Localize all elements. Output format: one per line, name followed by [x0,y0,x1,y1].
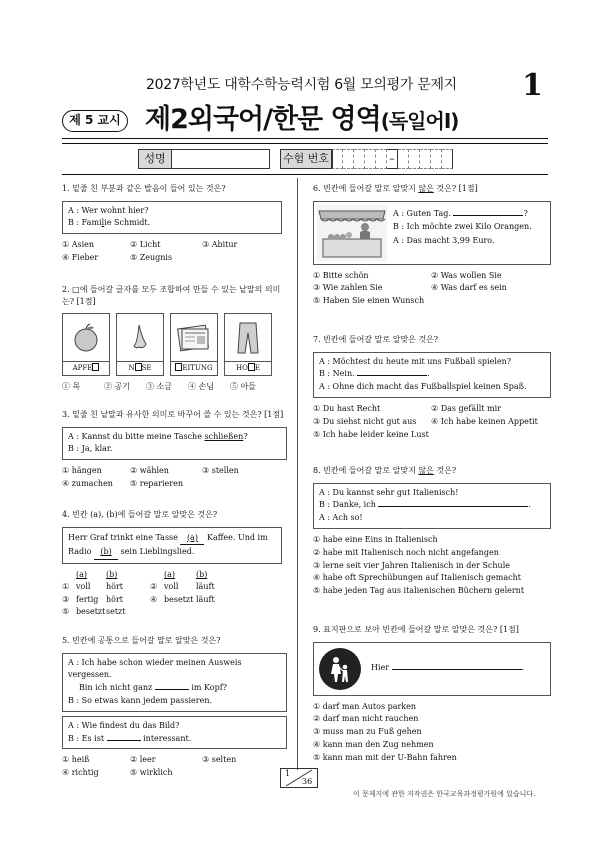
sign-box [313,642,551,696]
option[interactable]: ⑤ wirklich [130,768,173,778]
dialogue-line: B : Ja, klar. [68,444,113,454]
option[interactable]: ④ Ich habe keinen Appetit [431,416,538,426]
dialogue-line [393,207,532,221]
option[interactable]: ④ Was darf es sein [431,283,507,293]
market-stall-image [317,205,387,261]
options [62,381,287,394]
option[interactable]: ② darf man nicht rauchen [313,714,419,724]
text: . [528,500,531,510]
dialogue-line: A : Möchtest du heute mit uns Fußball spielen? [319,356,512,366]
question-title: 4. 빈칸 (a), (b)에 들어갈 말로 알맞은 것은? [62,510,218,519]
option-num[interactable]: ⑤ [62,606,70,616]
option-num[interactable]: ② [150,582,158,592]
option[interactable]: ② Das gefällt mir [431,403,501,413]
option[interactable]: ① Bitte schön [313,270,369,280]
exam-number-cell[interactable] [343,149,354,169]
text: A : Guten Tag. [393,208,454,218]
dialogue-line: A : Ohne dich macht das Fußballspiel keinen Spaß. [319,382,527,392]
question-title: 7. 빈칸에 들어갈 말로 알맞은 것은? [313,335,439,344]
option[interactable]: ② habe mit Italienisch noch nicht angefangen [313,547,499,557]
question-7 [313,334,551,441]
underlined-text: 않은 [418,184,434,193]
subject-main: 제2외국어/한문 영역 [145,104,381,135]
text: 6. 빈칸에 들어갈 말로 알맞지 [313,184,419,193]
dialogue-box [313,483,551,529]
picture-card [62,313,110,376]
exam-number-cell[interactable] [431,149,442,169]
passage-box [62,527,282,564]
blank-square [135,363,142,371]
option[interactable]: ⑤ reparieren [130,478,183,488]
underlined-text: 않은 [418,466,434,475]
text: B : Fami [68,218,102,228]
dialogue-line: A : Wer wohnt hier? [68,205,149,215]
option-num[interactable]: ① [62,582,70,592]
underlined-text: l [101,218,105,228]
dialogue-box [62,716,287,750]
option-cell: besetzt [76,606,106,616]
option[interactable]: ② 공기 [104,382,130,392]
dialogue-line [68,733,281,746]
question-title: 1. 밑줄 친 부분과 같은 발음이 들어 있는 것은? [62,184,226,193]
dialogue-line: A : Ich habe schon wieder meinen Ausweis vergessen. [68,657,242,680]
dialogue-box [313,201,551,265]
exam-number-cell[interactable] [420,149,431,169]
pedestrian-sign-icon [319,648,361,690]
question-title: 5. 빈칸에 공통으로 들어갈 말로 알맞은 것은? [62,636,221,645]
answer-table [62,569,282,619]
option[interactable]: ⑤ Zeugnis [130,252,173,262]
subject-title [145,102,458,138]
blank [378,506,528,507]
option[interactable]: ④ habe oft Sprechübungen auf Italienisch gemacht [313,573,521,583]
option-num[interactable]: ③ [62,594,70,604]
option-cell: läuft [196,594,215,604]
options [313,534,551,598]
options [313,403,551,441]
dialogue-line [319,499,545,512]
option[interactable]: ⑤ Haben Sie einen Wunsch [313,296,425,306]
exam-number-cell[interactable] [442,149,453,169]
question-1 [62,183,282,265]
option-num[interactable]: ④ [150,594,158,604]
question-2 [62,284,287,394]
subject-sub: (독일어Ⅰ) [380,109,459,133]
option[interactable]: ④ 손님 [188,382,214,392]
text: 것은? [1점] [433,184,478,193]
name-field[interactable] [172,149,270,169]
column-header: (b) [106,569,118,579]
option[interactable]: ② Licht [130,240,161,250]
word-label [63,362,109,375]
question-8 [313,465,551,598]
exam-number-cell[interactable] [398,149,409,169]
option[interactable]: ③ lerne seit vier Jahren Italienisch in der Schule [313,560,511,570]
option[interactable]: ④ kann man den Zug nehmen [313,739,434,749]
dialogue-line: A : Wie findest du das Bild? [68,720,180,730]
option[interactable]: ① heiß [62,755,90,765]
picture-card [224,313,272,376]
option-cell: hört [106,582,124,592]
exam-title: 2027학년도 대학수학능력시험 6월 모의평가 문제지 [146,77,457,93]
sign-sentence [371,662,524,675]
dialogue-line: A : Das macht 3,99 Euro. [393,235,495,245]
word-label [117,362,163,375]
dialogue-box [62,201,282,235]
option[interactable]: ① Asien [62,240,95,250]
page-number: 1 [522,68,543,103]
option[interactable]: ① hängen [62,466,102,476]
blank-b: (b) [94,545,118,560]
dialogue-text [393,205,532,261]
text: N [128,364,135,373]
apple-image [63,314,109,362]
option-cell: voll [76,582,91,592]
option[interactable]: ⑤ kann man mit der U-Bahn fahren [313,752,457,762]
picture-card [116,313,164,376]
dialogue-line [68,682,281,695]
option[interactable]: ③ Wie zahlen Sie [313,283,383,293]
exam-number-cell[interactable] [332,149,343,169]
question-title [313,465,551,477]
exam-number-cell[interactable] [354,149,365,169]
question-title: 3. 밑줄 친 낱말과 유사한 의미로 바꾸어 쓸 수 있는 것은? [1점] [62,410,284,419]
text: 것은? [433,466,457,475]
trousers-image [225,314,271,362]
picture-row [62,313,287,376]
exam-number-cell[interactable] [365,149,376,169]
option[interactable]: ② Was wollen Sie [431,270,502,280]
question-title: 2. □에 들어갈 글자를 모두 조합하여 만들 수 있는 낱말의 의미는? [1점] [62,285,281,306]
blank [107,740,141,741]
blank [155,689,189,690]
question-5 [62,635,287,780]
name-label: 성명 [138,149,172,169]
option[interactable]: ⑤ 아들 [230,382,256,392]
blank [453,215,523,216]
text: Kaffee. Und im Radio [68,532,268,557]
text: Hier [371,663,392,673]
text: SE [141,364,152,373]
option[interactable]: ④ richtig [62,768,99,778]
dialogue-box [62,653,287,712]
text: A : Kannst du bitte meine Tasche [68,431,205,441]
option[interactable]: ② wählen [130,466,169,476]
option[interactable]: ① Du hast Recht [313,403,381,413]
text: EITUNG [182,364,213,373]
exam-number-cell[interactable] [409,149,420,169]
text: APFE [72,364,93,373]
option-cell: setzt [106,606,126,616]
blank [357,375,427,376]
options [62,754,287,780]
period-badge: 제 5 교시 [62,110,128,132]
newspaper-image [171,314,217,362]
question-6 [313,183,551,308]
id-row-rule [62,174,548,175]
option[interactable]: ① darf man Autos parken [313,701,417,711]
dialogue-line: A : Du kannst sehr gut Italienisch! [319,487,459,497]
dialogue-line [68,217,276,230]
text: im Kopf? [188,683,227,693]
text: sein Lieblingslied. [118,547,195,557]
option[interactable]: ⑤ habe jeden Tag aus italienischen Büchern gelernt [313,586,525,596]
option[interactable]: ③ Abitur [202,240,238,250]
blank-a: (a) [180,531,204,546]
option[interactable]: ① 목 [62,382,81,392]
question-title: 9. 표지판으로 보아 빈칸에 들어갈 말로 알맞은 것은? [1점] [313,625,519,634]
header-rule-top [62,138,548,139]
blank [392,669,522,670]
column-header: (a) [164,569,176,579]
dialogue-box [62,427,287,461]
option-cell: fertig [76,594,99,604]
exam-number-label: 수험 번호 [280,149,332,169]
exam-number-cell[interactable] [376,149,387,169]
option[interactable]: ② leer [130,755,156,765]
text: ? [243,431,248,441]
text: E [254,364,260,373]
option[interactable]: ④ zumachen [62,478,113,488]
text: B : Es ist [68,733,107,743]
option[interactable]: ③ muss man zu Fuß gehen [313,727,422,737]
exam-number-dash: – [387,149,398,169]
text: 8. 빈칸에 들어갈 말로 알맞지 [313,466,419,475]
question-9 [313,624,551,765]
options [62,239,282,265]
text: Herr Graf trinkt eine Tasse [68,532,181,542]
text: . [521,663,525,673]
underlined-text: schließen [204,431,244,441]
text: . [427,369,430,379]
copyright-notice: 이 문제지에 관한 저작권은 한국교육과정평가원에 있습니다. [353,790,536,798]
options [62,465,287,491]
option-cell: läuft [196,582,215,592]
word-label [225,362,271,375]
dialogue-line [319,368,545,381]
blank-square [248,363,255,371]
text: HO [236,364,248,373]
option[interactable]: ④ Fieber [62,252,99,262]
column-divider [297,178,298,770]
question-4 [62,509,282,618]
option-cell: hört [106,594,124,604]
option-cell: voll [164,582,179,592]
dialogue-line: B : Ich möchte zwei Kilo Orangen. [393,222,532,232]
option[interactable]: ③ 소금 [146,382,172,392]
text: B : Nein. [319,369,358,379]
question-title [313,183,551,195]
column-header: (a) [76,569,88,579]
text: ie Schmidt. [104,218,151,228]
current-page: 1 [285,769,291,778]
options [313,270,551,308]
option-cell: besetzt [164,594,194,604]
question-3 [62,409,287,491]
id-row [138,149,453,169]
options [313,701,551,765]
option[interactable]: ⑤ Ich habe leider keine Lust [313,429,429,439]
text: ? [523,208,528,218]
dialogue-line: A : Ach so! [319,513,363,523]
total-pages: 36 [302,777,313,786]
dialogue-line: B : So etwas kann jedem passieren. [68,695,213,705]
text: B : Danke, ich [319,500,379,510]
option[interactable]: ③ stellen [202,466,239,476]
dialogue-line [68,431,281,444]
page-indicator [280,768,318,788]
column-header: (b) [196,569,208,579]
option[interactable]: ① habe eine Eins in Italienisch [313,534,438,544]
picture-card [170,313,218,376]
text: interessant. [140,733,192,743]
option[interactable]: ③ Du siehst nicht gut aus [313,416,417,426]
nose-image [117,314,163,362]
text: Bin ich nicht ganz [79,683,155,693]
dialogue-box [313,352,551,398]
word-label [171,362,217,375]
option[interactable]: ③ selten [202,755,237,765]
blank-square [92,363,99,371]
header-rule-inner [62,143,548,144]
